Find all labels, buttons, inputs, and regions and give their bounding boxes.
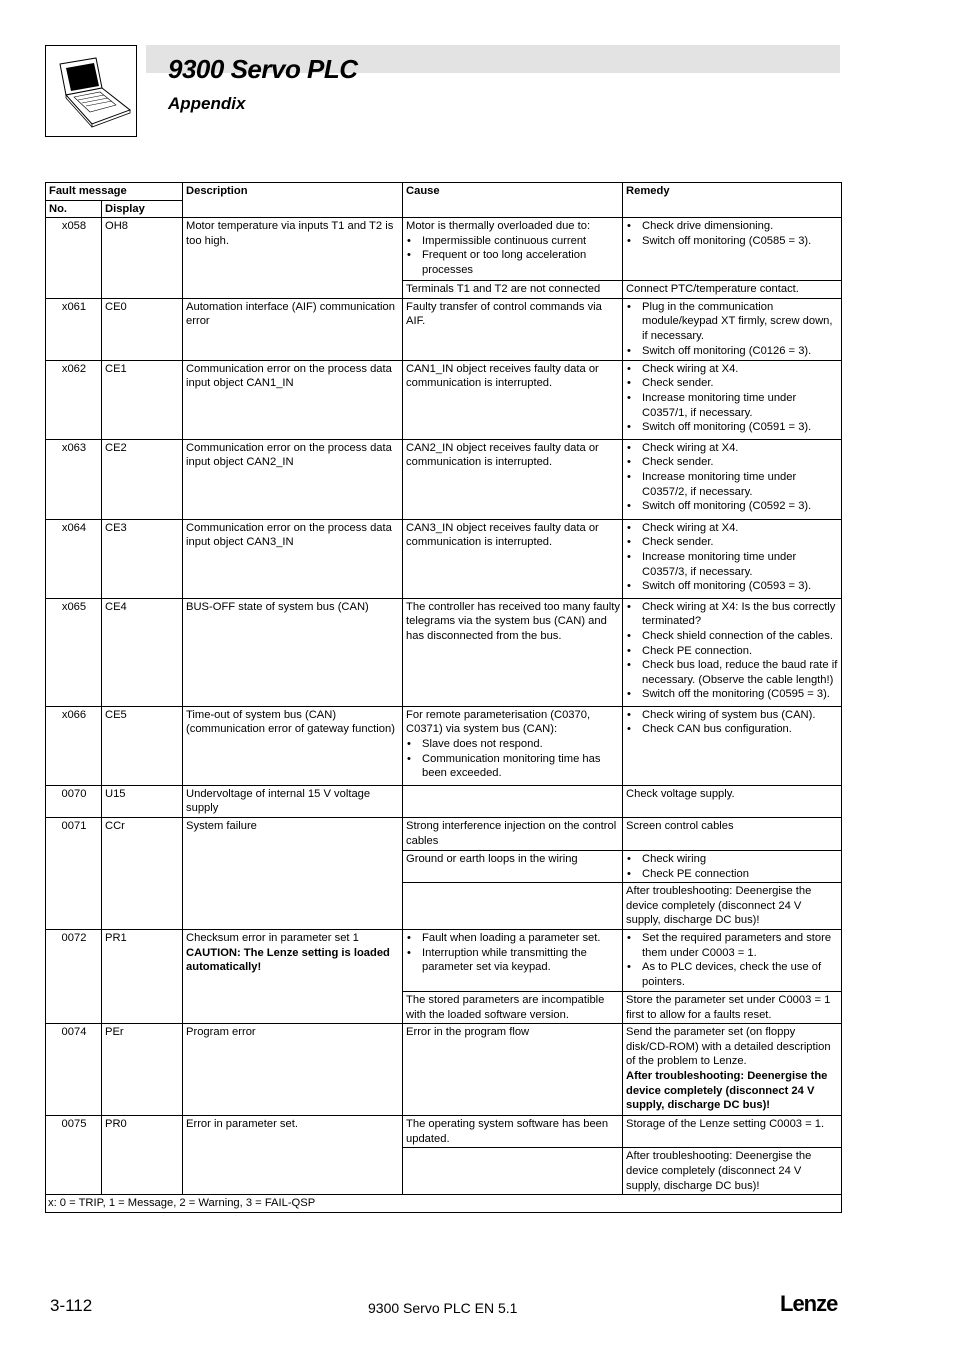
header-cause: Cause	[403, 183, 623, 218]
list-item: • Check wiring at X4.	[626, 441, 839, 456]
fault-description: Motor temperature via inputs T1 and T2 is too high.	[183, 218, 403, 299]
header-display: Display	[102, 200, 183, 218]
fault-display: PEr	[102, 1024, 183, 1116]
remedy-list	[626, 219, 839, 248]
remedy-text: Send the parameter set (on floppy disk/CD-ROM) with a detailed description of the problem to Lenze.	[626, 1026, 831, 1068]
remedy-list	[626, 362, 839, 435]
laptop-icon	[46, 46, 136, 136]
fault-message-table	[45, 182, 842, 1213]
cause-list	[406, 234, 620, 278]
fault-number: x065	[46, 598, 102, 706]
list-item: • Check shield connection of the cables.	[626, 629, 839, 644]
fault-cause	[403, 929, 623, 991]
list-item: • Check sender.	[626, 535, 839, 550]
fault-display: CE0	[102, 298, 183, 360]
header-remedy: Remedy	[623, 183, 842, 218]
fault-remedy	[623, 439, 842, 519]
list-item: • Increase monitoring time under C0357/1, if necessary.	[626, 391, 839, 420]
fault-remedy: Store the parameter set under C0003 = 1 first to allow for a faults reset.	[623, 991, 842, 1023]
fault-display: CE4	[102, 598, 183, 706]
fault-display: PR0	[102, 1116, 183, 1195]
remedy-list	[626, 852, 839, 881]
list-item: • Switch off monitoring (C0126 = 3).	[626, 344, 839, 359]
fault-remedy	[623, 850, 842, 882]
remedy-warning: After troubleshooting: Deenergise the device completely (disconnect 24 V supply, discharge DC bus)!	[626, 1069, 828, 1112]
table-row	[46, 598, 842, 706]
fault-description: Communication error on the process data input object CAN2_IN	[183, 439, 403, 519]
table-row	[46, 519, 842, 598]
fault-cause: Error in the program flow	[403, 1024, 623, 1116]
list-item: • Check wiring of system bus (CAN).	[626, 708, 839, 723]
remedy-list	[626, 708, 839, 737]
list-item: • Check wiring at X4.	[626, 362, 839, 377]
header-fault-message: Fault message	[46, 183, 183, 201]
list-item: • Communication monitoring time has been exceeded.	[406, 752, 620, 781]
list-item: • Plug in the communication module/keypad XT firmly, screw down, if necessary.	[626, 300, 839, 344]
header-description: Description	[183, 183, 403, 218]
fault-number: x061	[46, 298, 102, 360]
list-item: • Check wiring at X4: Is the bus correctly terminated?	[626, 600, 839, 629]
table-row	[46, 1116, 842, 1148]
table-row	[46, 298, 842, 360]
fault-cause: The controller has received too many faulty telegrams via the system bus (CAN) and has disconnected from the bus.	[403, 598, 623, 706]
fault-description: Error in parameter set.	[183, 1116, 403, 1195]
list-item: • Check drive dimensioning.	[626, 219, 839, 234]
page-number: 3-112	[50, 1296, 93, 1315]
list-item: • Check CAN bus configuration.	[626, 722, 839, 737]
fault-cause: The operating system software has been updated.	[403, 1116, 623, 1148]
fault-description: Program error	[183, 1024, 403, 1116]
fault-number: 0072	[46, 929, 102, 1023]
table-row	[46, 817, 842, 850]
fault-cause: Faulty transfer of control commands via AIF.	[403, 298, 623, 360]
cause-list	[406, 737, 620, 781]
table-row	[46, 218, 842, 281]
table-footnote: x: 0 = TRIP, 1 = Message, 2 = Warning, 3 = FAIL-QSP	[46, 1195, 842, 1213]
fault-number: 0075	[46, 1116, 102, 1195]
table-row	[46, 929, 842, 991]
fault-remedy	[623, 929, 842, 991]
fault-description: System failure	[183, 817, 403, 929]
fault-description: Undervoltage of internal 15 V voltage supply	[183, 785, 403, 817]
remedy-list	[626, 300, 839, 358]
brand-logo: Lenze	[780, 1291, 838, 1316]
fault-cause	[403, 706, 623, 785]
fault-remedy	[623, 706, 842, 785]
table-row	[46, 439, 842, 519]
header-no: No.	[46, 200, 102, 218]
fault-number: x063	[46, 439, 102, 519]
fault-description: Time-out of system bus (CAN) (communication error of gateway function)	[183, 706, 403, 785]
fault-display: CCr	[102, 817, 183, 929]
fault-display: CE5	[102, 706, 183, 785]
fault-cause: CAN3_IN object receives faulty data or communication is interrupted.	[403, 519, 623, 598]
list-item: • Set the required parameters and store them under C0003 = 1.	[626, 931, 839, 960]
caution-note: CAUTION: The Lenze setting is loaded automatically!	[186, 946, 390, 974]
remedy-list	[626, 521, 839, 594]
list-item: • Switch off monitoring (C0592 = 3).	[626, 499, 839, 514]
remedy-list	[626, 931, 839, 989]
fault-number: x058	[46, 218, 102, 299]
fault-remedy	[623, 519, 842, 598]
fault-number: x062	[46, 360, 102, 439]
laptop-logo	[45, 45, 137, 137]
fault-remedy	[623, 1024, 842, 1116]
table-footnote-row	[46, 1195, 842, 1213]
fault-number: 0074	[46, 1024, 102, 1116]
cause-text: For remote parameterisation (C0370, C0371) via system bus (CAN):	[406, 708, 591, 736]
remedy-list	[626, 441, 839, 514]
fault-remedy: Storage of the Lenze setting C0003 = 1.	[623, 1116, 842, 1148]
fault-remedy: Connect PTC/temperature contact.	[623, 281, 842, 299]
list-item: • Switch off the monitoring (C0595 = 3).	[626, 687, 839, 702]
fault-cause: Terminals T1 and T2 are not connected	[403, 281, 623, 299]
fault-cause	[403, 218, 623, 281]
fault-remedy: After troubleshooting: Deenergise the device completely (disconnect 24 V supply, discharge DC bus)!	[623, 883, 842, 930]
fault-description: Communication error on the process data input object CAN3_IN	[183, 519, 403, 598]
list-item: • Check PE connection	[626, 867, 839, 882]
list-item: • Interruption while transmitting the parameter set via keypad.	[406, 946, 620, 975]
fault-display: U15	[102, 785, 183, 817]
fault-cause: Ground or earth loops in the wiring	[403, 850, 623, 882]
cause-text: Motor is thermally overloaded due to:	[406, 220, 591, 233]
fault-description: Communication error on the process data input object CAN1_IN	[183, 360, 403, 439]
description-text: Checksum error in parameter set 1	[186, 931, 359, 944]
fault-cause	[403, 785, 623, 817]
fault-remedy	[623, 298, 842, 360]
list-item: • Slave does not respond.	[406, 737, 620, 752]
fault-number: x064	[46, 519, 102, 598]
fault-remedy: After troubleshooting: Deenergise the device completely (disconnect 24 V supply, discharge DC bus)!	[623, 1148, 842, 1195]
fault-number: 0070	[46, 785, 102, 817]
list-item: • Check sender.	[626, 376, 839, 391]
fault-cause: CAN1_IN object receives faulty data or communication is interrupted.	[403, 360, 623, 439]
document-reference: 9300 Servo PLC EN 5.1	[368, 1300, 518, 1316]
fault-remedy: Screen control cables	[623, 817, 842, 850]
list-item: • Increase monitoring time under C0357/3, if necessary.	[626, 550, 839, 579]
fault-cause: Strong interference injection on the control cables	[403, 817, 623, 850]
fault-description: Automation interface (AIF) communication error	[183, 298, 403, 360]
fault-cause	[403, 1148, 623, 1195]
list-item: • Increase monitoring time under C0357/2, if necessary.	[626, 470, 839, 499]
list-item: • Impermissible continuous current	[406, 234, 620, 249]
fault-number: x066	[46, 706, 102, 785]
list-item: • Check PE connection.	[626, 644, 839, 659]
fault-cause: CAN2_IN object receives faulty data or communication is interrupted.	[403, 439, 623, 519]
fault-number: 0071	[46, 817, 102, 929]
list-item: • Switch off monitoring (C0591 = 3).	[626, 420, 839, 435]
cause-list	[406, 931, 620, 975]
table-row	[46, 360, 842, 439]
fault-display: CE1	[102, 360, 183, 439]
remedy-list	[626, 600, 839, 702]
fault-display: CE3	[102, 519, 183, 598]
table-row	[46, 785, 842, 817]
document-title: 9300 Servo PLC	[168, 54, 358, 84]
fault-display: CE2	[102, 439, 183, 519]
list-item: • Check bus load, reduce the baud rate if necessary. (Observe the cable length!)	[626, 658, 839, 687]
fault-display: PR1	[102, 929, 183, 1023]
fault-remedy	[623, 218, 842, 281]
fault-remedy	[623, 360, 842, 439]
document-subtitle: Appendix	[168, 94, 246, 113]
list-item: • As to PLC devices, check the use of pointers.	[626, 960, 839, 989]
list-item: • Check sender.	[626, 455, 839, 470]
list-item: • Frequent or too long acceleration processes	[406, 248, 620, 277]
table-header-row	[46, 183, 842, 201]
list-item: • Check wiring	[626, 852, 839, 867]
fault-remedy	[623, 598, 842, 706]
fault-cause: The stored parameters are incompatible with the loaded software version.	[403, 991, 623, 1023]
list-item: • Check wiring at X4.	[626, 521, 839, 536]
table-row	[46, 706, 842, 785]
fault-display: OH8	[102, 218, 183, 299]
table-row	[46, 1024, 842, 1116]
fault-description	[183, 929, 403, 1023]
fault-description: BUS-OFF state of system bus (CAN)	[183, 598, 403, 706]
list-item: • Switch off monitoring (C0593 = 3).	[626, 579, 839, 594]
list-item: • Switch off monitoring (C0585 = 3).	[626, 234, 839, 249]
fault-remedy: Check voltage supply.	[623, 785, 842, 817]
fault-cause	[403, 883, 623, 930]
list-item: • Fault when loading a parameter set.	[406, 931, 620, 946]
